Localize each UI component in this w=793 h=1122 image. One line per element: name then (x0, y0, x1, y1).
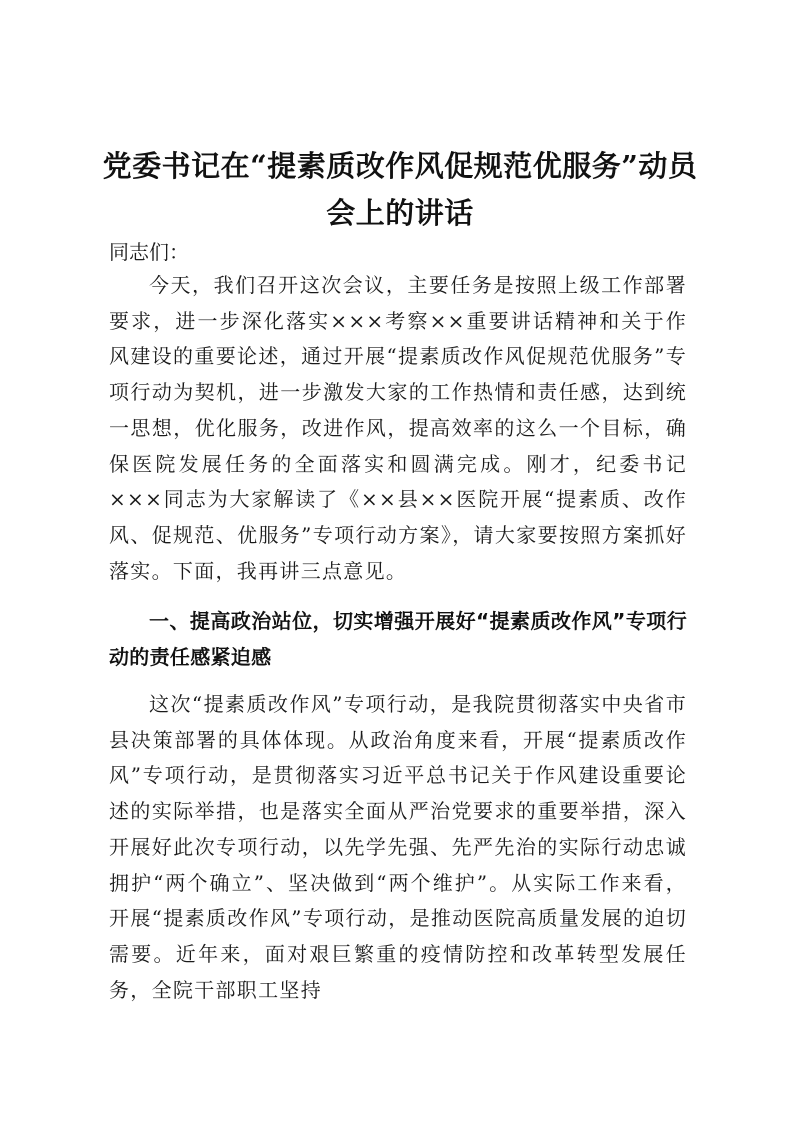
salutation: 同志们： (109, 240, 189, 264)
section-heading: 一、提高政治站位，切实增强开展好“提素质改作风”专项行动的责任感紧迫感 (109, 609, 687, 669)
document-title: 党委书记在“提素质改作风促规范优服务”动员会上的讲话 (102, 149, 698, 230)
body-paragraph: 这次“提素质改作风”专项行动，是我院贯彻落实中央省市县决策部署的具体体现。从政治角度来看，开展“提素质改作风”专项行动，是贯彻落实习近平总书记关于作风建设重要论述的实际举措，也是落实全面从严治党要求的重要举措，深入开展好此次专项行动，以先学先强、先严先治的实际行动忠诚拥护“两个确立”、坚决做到“两个维护”。从实际工作来看，开展“提素质改作风”专项行动，是推动医院高质量发展的迫切需要。近年来，面对艰巨繁重的疫情防控和改革转型发展任务，全院干部职工坚持 (109, 692, 687, 1002)
body-paragraph: 今天，我们召开这次会议，主要任务是按照上级工作部署要求，进一步深化落实×××考察××重要讲话精神和关于作风建设的重要论述，通过开展“提素质改作风促规范优服务”专项行动为契机，进一步激发大家的工作热情和责任感，达到统一思想，优化服务，改进作风，提高效率的这么一个目标，确保医院发展任务的全面落实和圆满完成。刚才，纪委书记×××同志为大家解读了《××县××医院开展“提素质、改作风、促规范、优服务”专项行动方案》，请大家要按照方案抓好落实。下面，我再讲三点意见。 (109, 273, 687, 583)
